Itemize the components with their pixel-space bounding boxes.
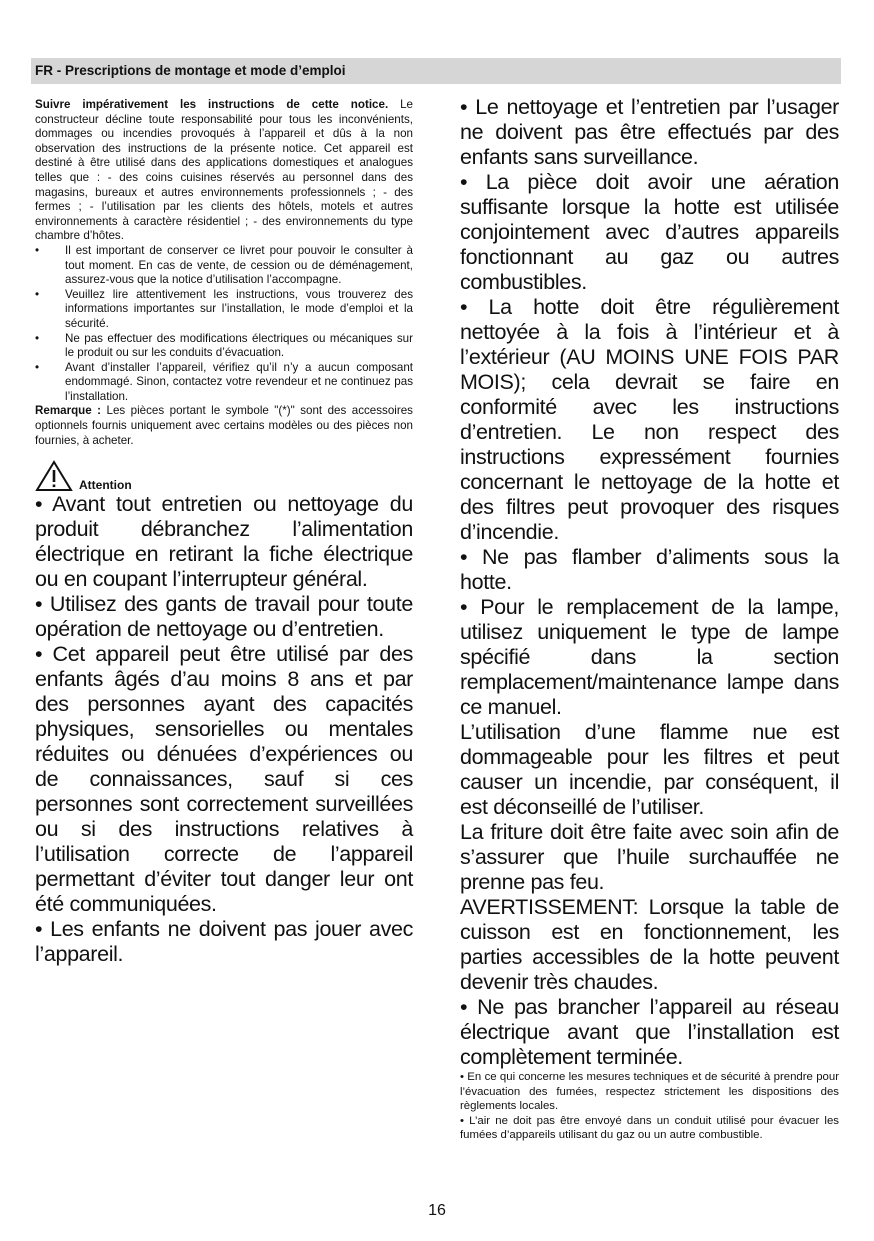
right-column [460,95,839,1143]
list-item-text: Avant d’installer l’appareil, vérifiez qu’il n’y a aucun composant endommagé. Sinon, contactez votre revendeur et ne continuez pas l’installation. [65,360,413,403]
section-header [31,58,841,84]
page-number: 16 [428,1202,446,1219]
bullet-mark: • [35,287,40,301]
safety-paragraph: • Avant tout entretien ou nettoyage du produit débranchez l’alimentation électrique en retirant la fiche électrique ou en coupant l’interrupteur général. [35,492,413,592]
list-item [35,332,413,361]
intro-text: Le constructeur décline toute responsabilité pour tous les inconvénients, dommages ou incendies provoqués à l’appareil et dûs à la non observation des instructions de la présente notice. Cet appareil est destiné à être utilisé dans des applications domestiques et analogues telles que : - des coins cuisines réservés au personnel dans des magasins, bureaux et autres environnements professionnels ; - des fermes ; - l’utilisation par les clients des hôtels, motels et autres environnements à caractère résidentiel ; - des environnements du type chambre d’hôtes. [35,98,414,243]
note-paragraph: • En ce qui concerne les mesures techniques et de sécurité à prendre pour l’évacuation des fumées, respectez strictement les dispositions des règlements locales. [460,1071,839,1113]
list-item-text: Il est important de conserver ce livret pour pouvoir le consulter à tout moment. En cas de vente, de cession ou de déménagement, assurez-vous que la notice d’utilisation l’accompagne. [65,243,413,287]
attention-label: Attention [79,478,132,493]
bullet-list [35,244,413,405]
left-column [35,98,413,967]
remark-bold: Remarque : [35,404,102,418]
safety-paragraph: La friture doit être faite avec soin afin de s’assurer que l’huile surchauffée ne prenne pas feu. [460,820,839,894]
list-item [35,361,413,405]
attention-heading [35,460,413,492]
note-paragraph: • L’air ne doit pas être envoyé dans un conduit utilisé pour évacuer les fumées d’appareils utilisant du gaz ou un autre combustible. [460,1114,839,1142]
warning-icon [35,460,73,492]
warning-paragraph: AVERTISSEMENT: Lorsque la table de cuisson est en fonctionnement, les parties accessibles de la hotte peuvent devenir très chaudes. [460,895,839,994]
safety-paragraph: L’utilisation d’une flamme nue est dommageable pour les filtres et peut causer un incendie, par conséquent, il est déconseillé de l’utiliser. [460,720,839,819]
intro-bold: Suivre impérativement les instructions de cette notice. [35,98,389,111]
safety-paragraph: • Utilisez des gants de travail pour toute opération de nettoyage ou d’entretien. [35,592,413,642]
remark-text: Les pièces portant le symbole "(*)" sont des accessoires optionnels fournis uniquement avec certains modèles ou des pièces non fournies, à acheter. [35,404,413,447]
bullet-mark: • [35,243,40,257]
bullet-mark: • [35,360,40,374]
safety-paragraph: • La pièce doit avoir une aération suffisante lorsque la hotte est utilisée conjointement avec d’autres appareils fonctionnant au gaz ou autres combustibles. [460,170,839,294]
list-item [35,288,413,332]
safety-paragraph: • Le nettoyage et l’entretien par l’usager ne doivent pas être effectués par des enfants sans surveillance. [460,95,839,169]
safety-paragraph: • La hotte doit être régulièrement nettoyée à la fois à l’intérieur et à l’extérieur (AU MOINS UNE FOIS PAR MOIS); cela devrait se faire en conformité avec les instructions d’entretien. Le non respect des instructions expressément fournies concernant le nettoyage de la hotte et des filtres peut provoquer des risques d’incendie. [460,295,839,544]
safety-paragraph: • Pour le remplacement de la lampe, utilisez uniquement le type de lampe spécifié dans la section remplacement/maintenance lampe dans ce manuel. [460,595,839,719]
bullet-mark: • [35,331,40,345]
safety-paragraph: • Cet appareil peut être utilisé par des enfants âgés d’au moins 8 ans et par des personnes ayant des capacités physiques, sensorielles ou mentales réduites ou dénuées d’expériences ou de connaissances, sauf si ces personnes sont correctement surveillées ou si des instructions relatives à l’utilisation correcte de l’appareil permettant d’éviter tout danger leur ont été communiquées. [35,642,413,917]
safety-paragraph: • Ne pas brancher l’appareil au réseau électrique avant que l’installation est complètement terminée. [460,995,839,1069]
list-item-text: Veuillez lire attentivement les instructions, vous trouverez des informations importantes sur l’installation, le mode d’emploi et la sécurité. [65,287,413,330]
list-item [35,244,413,288]
list-item-text: Ne pas effectuer des modifications électriques ou mécaniques sur le produit ou sur les conduits d’évacuation. [65,331,413,360]
section-title: FR - Prescriptions de montage et mode d’emploi [35,63,346,78]
safety-paragraph: • Ne pas flamber d’aliments sous la hotte. [460,545,839,594]
intro-paragraph [35,98,413,244]
remark-paragraph [35,404,413,448]
safety-paragraph: • Les enfants ne doivent pas jouer avec l’appareil. [35,917,413,967]
